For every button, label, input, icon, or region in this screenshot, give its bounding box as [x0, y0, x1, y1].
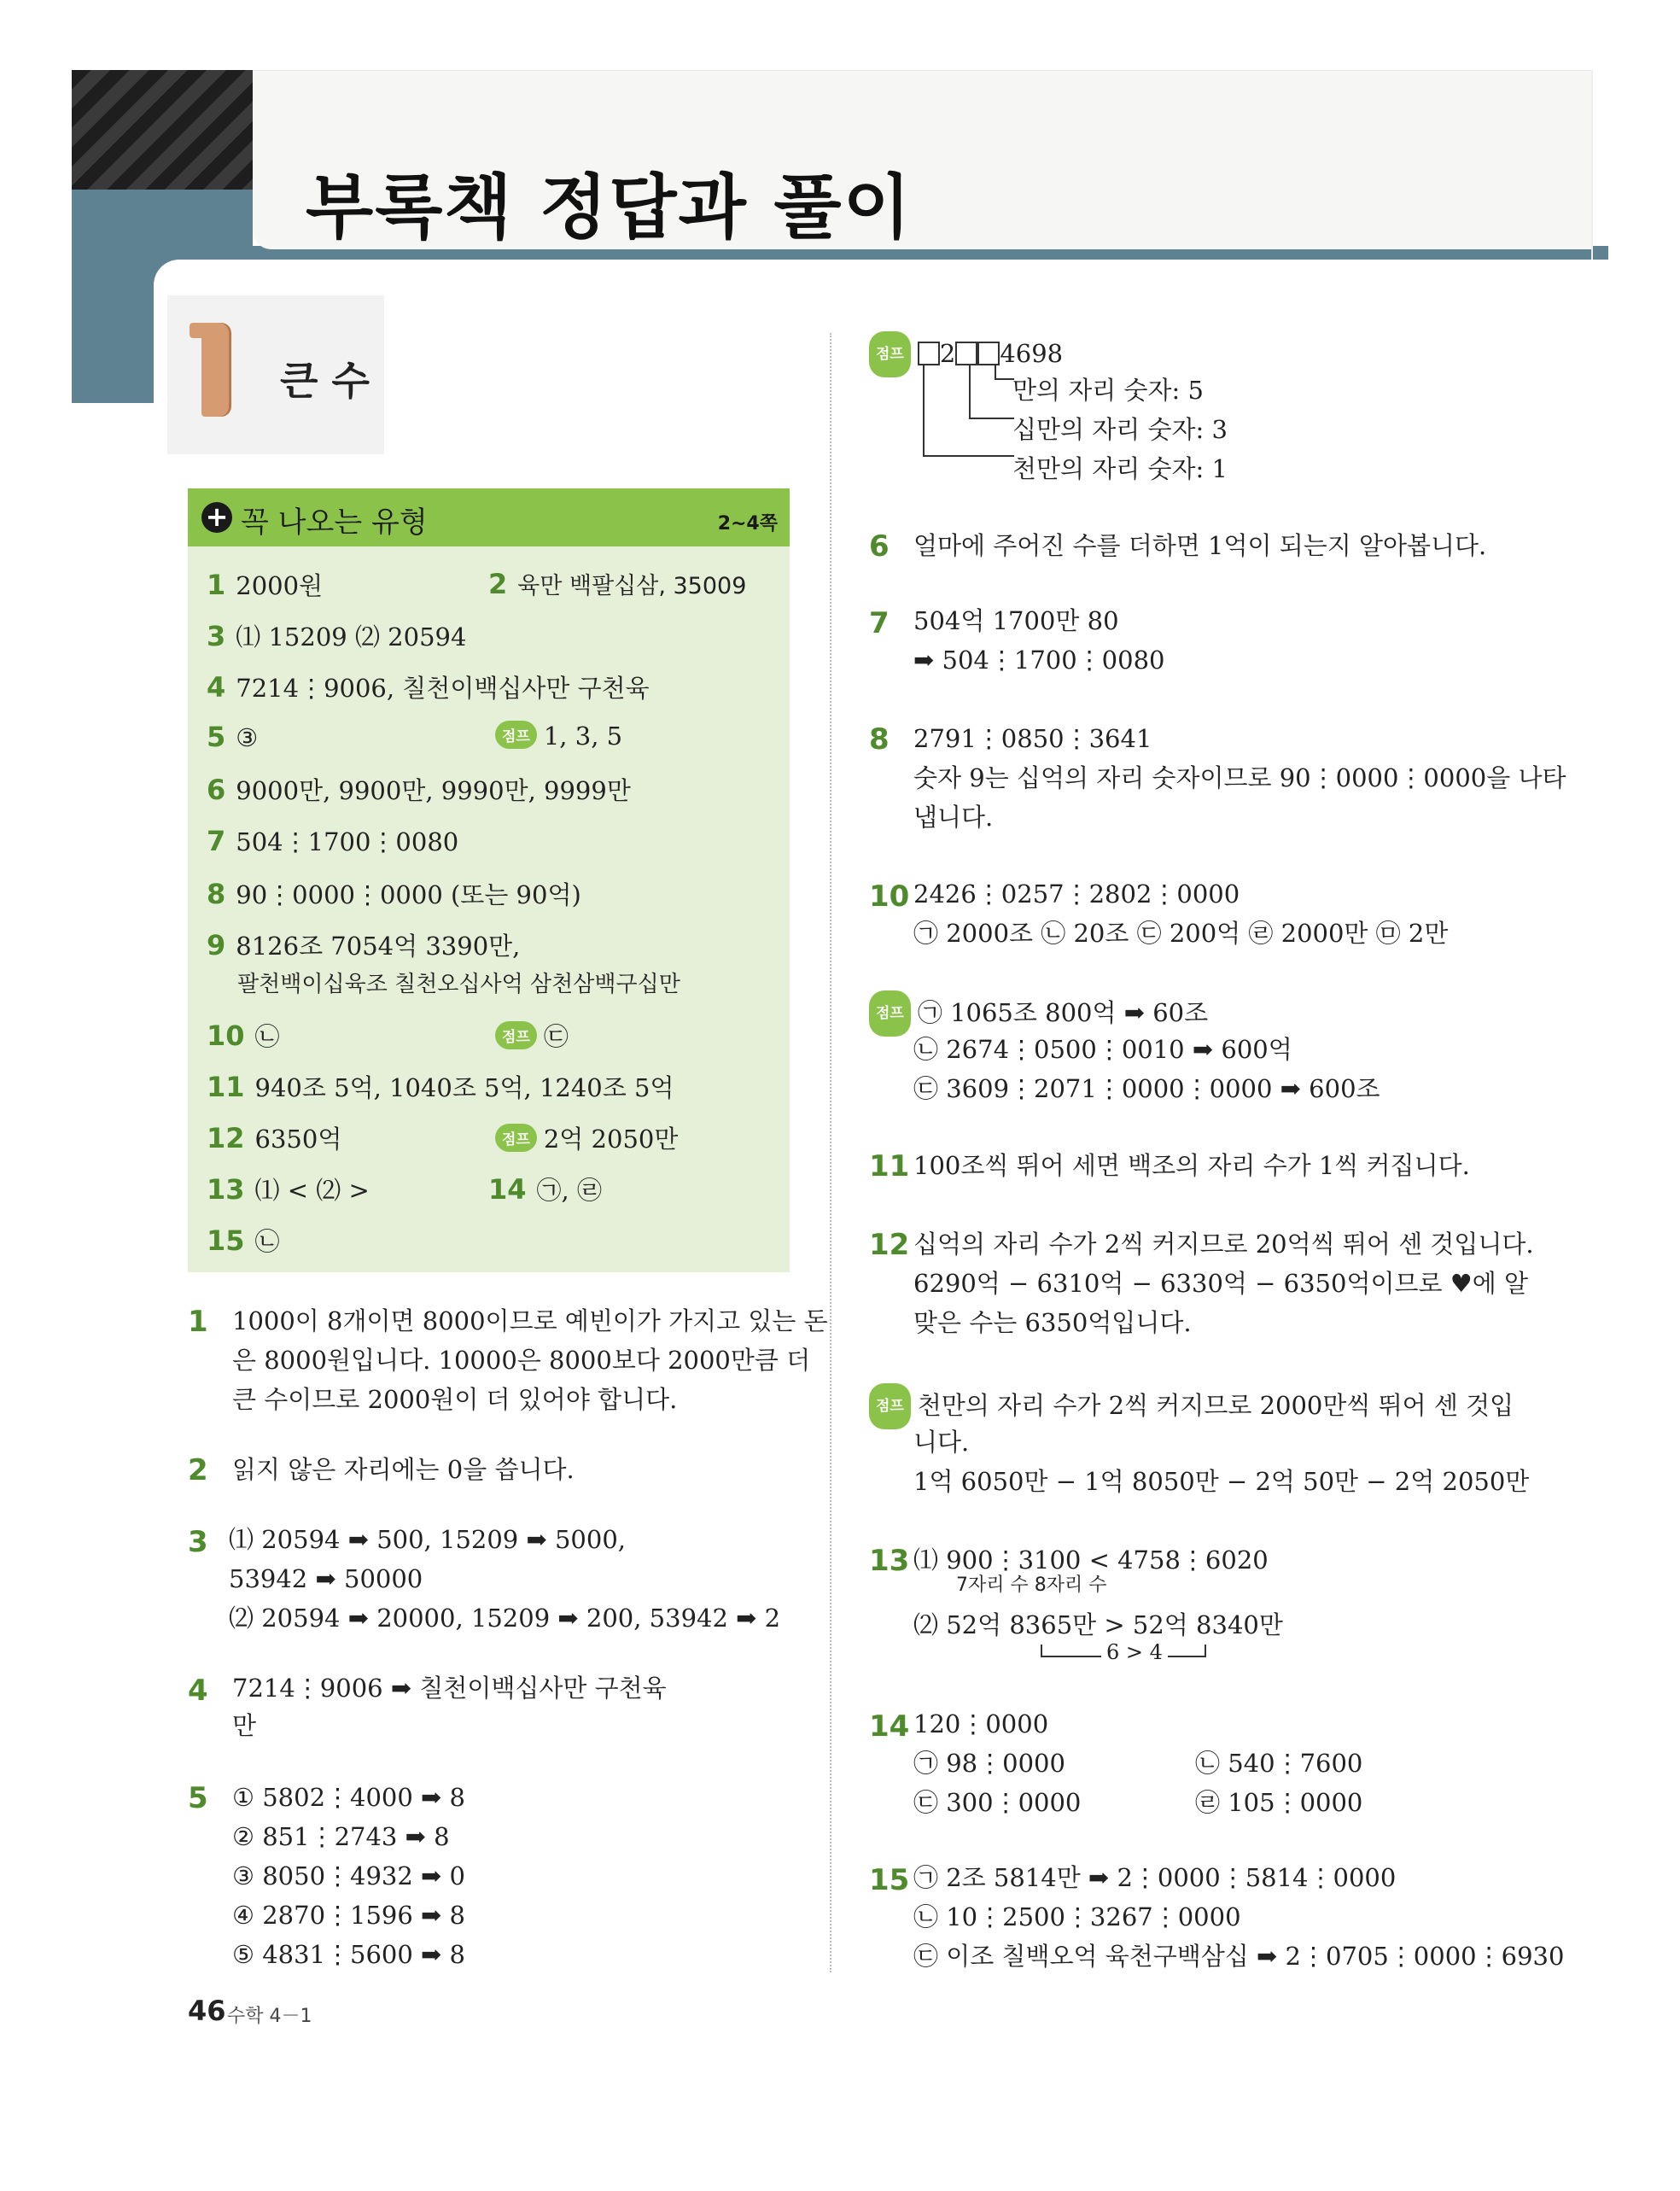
item-number: 12	[869, 1228, 910, 1262]
blank-box	[955, 342, 977, 365]
explanation-line: 큰 수이므로 2000원이 더 있어야 합니다.	[232, 1385, 678, 1414]
explanation-line: ㉡ 2674⋮0500⋮0010 ➡ 600억	[913, 1035, 1292, 1064]
item-number: 2	[188, 1453, 208, 1487]
box-item: 5 ③	[207, 721, 259, 753]
box-item: 11 940조 5억, 1040조 5억, 1240조 5억	[207, 1071, 674, 1103]
blank-box	[918, 342, 940, 365]
explanation-line: ㉢ 이조 칠백오억 육천구백삼십 ➡ 2⋮0705⋮0000⋮6930	[913, 1942, 1565, 1971]
jump-top-line: 점프 2 4698	[869, 331, 1063, 377]
explanation-line: ㉢ 3609⋮2071⋮0000⋮0000 ➡ 600조	[913, 1074, 1380, 1103]
box-item: 10 ㉡	[207, 1020, 280, 1052]
item-number: 15	[869, 1863, 910, 1897]
box-item-cont: 팔천백이십육조 칠천오십사억 삼천삼백구십만	[237, 972, 680, 997]
explanation-line: ㉣ 105⋮0000	[1195, 1788, 1363, 1817]
explanation-line: 2791⋮0850⋮3641	[913, 724, 1152, 753]
explanation-line: ② 851⋮2743 ➡ 8	[232, 1822, 450, 1851]
jump-line: 점프 천만의 자리 수가 2씩 커지므로 2000만씩 뛰어 센 것입	[869, 1383, 1514, 1429]
explanation-line: 504억 1700만 80	[913, 606, 1119, 635]
explanation-line: ④ 2870⋮1596 ➡ 8	[232, 1901, 466, 1930]
box-item: 4 7214⋮9006, 칠천이백십사만 구천육	[207, 671, 650, 704]
explanation-line: ㉡ 10⋮2500⋮3267⋮0000	[913, 1902, 1241, 1931]
explanation-line: ⑴ 20594 ➡ 500, 15209 ➡ 5000,	[229, 1525, 627, 1554]
box-header	[188, 488, 790, 546]
explanation-line: 2426⋮0257⋮2802⋮0000	[913, 879, 1240, 909]
item-number: 4	[188, 1674, 208, 1708]
box-item: 3 ⑴ 15209 ⑵ 20594	[207, 620, 467, 652]
explanation-line: ㉠ 98⋮0000	[913, 1749, 1065, 1778]
jump-top-note: 만의 자리 숫자: 5	[1012, 376, 1204, 405]
item-number: 7	[869, 606, 890, 640]
explanation-line: ① 5802⋮4000 ➡ 8	[232, 1783, 466, 1812]
plus-icon: +	[201, 502, 232, 533]
jump-line: 점프 ㉠ 1065조 800억 ➡ 60조	[869, 990, 1208, 1037]
digit-count-label: 7자리 수 8자리 수	[956, 1575, 1107, 1596]
chapter-title: 큰 수	[280, 358, 370, 404]
item-number: 11	[869, 1149, 910, 1183]
box-item: 15 ㉡	[207, 1224, 280, 1257]
item-number: 5	[188, 1781, 208, 1815]
explanation-line: 맞은 수는 6350억입니다.	[913, 1308, 1192, 1337]
explanation-line: 7214⋮9006 ➡ 칠천이백십사만 구천육	[232, 1674, 667, 1703]
box-item-jump: 점프 ㉢	[495, 1018, 569, 1053]
blank-box	[977, 342, 1000, 365]
column-divider	[830, 333, 831, 1972]
explanation-line: 100조씩 뛰어 세면 백조의 자리 수가 1씩 커집니다.	[913, 1151, 1470, 1180]
explanation-line: 53942 ➡ 50000	[229, 1564, 423, 1593]
jump-top-bracket-lines	[913, 364, 1016, 475]
box-item: 14 ㉠, ㉣	[488, 1173, 602, 1206]
explanation-line: ⑤ 4831⋮5600 ➡ 8	[232, 1940, 466, 1969]
explanation-line: 얼마에 주어진 수를 더하면 1억이 되는지 알아봅니다.	[913, 531, 1487, 560]
box-item-jump: 점프 2억 2050만	[495, 1120, 678, 1155]
item-number: 8	[869, 722, 890, 757]
explanation-line: 숫자 9는 십억의 자리 숫자이므로 90⋮0000⋮0000을 나타	[913, 763, 1566, 792]
explanation-line: ㉠ 2000조 ㉡ 20조 ㉢ 200억 ㉣ 2000만 ㉤ 2만	[913, 919, 1449, 948]
explanation-line: 120⋮0000	[913, 1709, 1049, 1738]
box-pages: 2~4쪽	[717, 513, 778, 535]
explanation-line: 6290억 − 6310억 − 6330억 − 6350억이므로 ♥에 알	[913, 1269, 1528, 1298]
explanation-line: ㉢ 300⋮0000	[913, 1788, 1082, 1817]
item-number: 1	[188, 1305, 208, 1339]
frequent-types-box	[188, 488, 790, 1272]
explanation-line: 만	[232, 1711, 257, 1740]
box-item: 9 8126조 7054억 3390만,	[207, 929, 521, 961]
box-title: 꼭 나오는 유형	[241, 505, 428, 540]
explanation-line: ③ 8050⋮4932 ➡ 0	[232, 1861, 466, 1890]
box-item-jump: 점프 1, 3, 5	[495, 721, 622, 751]
item-number: 10	[869, 879, 910, 914]
box-item: 2 육만 백팔십삼, 35009	[488, 568, 747, 600]
explanation-line: 1억 6050만 − 1억 8050만 − 2억 50만 − 2억 2050만	[913, 1467, 1530, 1496]
jump-top-note: 천만의 자리 숫자: 1	[1012, 454, 1228, 483]
box-item: 6 9000만, 9900만, 9990만, 9999만	[207, 774, 631, 806]
explanation-line: ㉡ 540⋮7600	[1195, 1749, 1363, 1778]
explanation-line: 십억의 자리 수가 2씩 커지므로 20억씩 뛰어 센 것입니다.	[913, 1230, 1534, 1259]
box-item: 13 ⑴ < ⑵ >	[207, 1173, 370, 1206]
explanation-line: ➡ 504⋮1700⋮0080	[913, 646, 1165, 675]
header-stripe-pattern	[72, 70, 253, 190]
item-number: 14	[869, 1709, 910, 1744]
item-number: 3	[188, 1525, 208, 1559]
item-number: 6	[869, 529, 890, 564]
box-item: 1 2000원	[207, 569, 324, 601]
explanation-line: ㉠ 2조 5814만 ➡ 2⋮0000⋮5814⋮0000	[913, 1863, 1397, 1892]
box-item: 7 504⋮1700⋮0080	[207, 825, 459, 857]
explanation-line: ⑵ 20594 ➡ 20000, 15209 ➡ 200, 53942 ➡ 2	[229, 1604, 781, 1633]
explanation-line: 니다.	[913, 1428, 970, 1457]
explanation-line: 1000이 8개이면 8000이므로 예빈이가 가지고 있는 돈	[232, 1306, 828, 1335]
jump-top-note: 십만의 자리 숫자: 3	[1012, 415, 1228, 444]
page-title: 부록책 정답과 풀이	[306, 167, 913, 248]
box-item: 8 90⋮0000⋮0000 (또는 90억)	[207, 878, 581, 910]
jump-badge: 점프	[495, 721, 537, 749]
explanation-line: 읽지 않은 자리에는 0을 씁니다.	[232, 1455, 575, 1484]
explanation-line: 은 8000원입니다. 10000은 8000보다 2000만큼 더	[232, 1346, 811, 1375]
explanation-line: 냅니다.	[913, 803, 994, 832]
compare-note: 6 > 4	[1101, 1639, 1168, 1665]
item-number: 13	[869, 1544, 910, 1578]
explanation-line: ⑴ 900⋮3100 < 4758⋮6020	[913, 1545, 1269, 1575]
page-subject: 수학 4－1	[227, 2006, 312, 2027]
page-number: 46	[188, 1995, 226, 2027]
chapter-number-glyph	[201, 323, 229, 417]
box-item: 12 6350억	[207, 1122, 342, 1154]
explanation-line: ⑵ 52억 8365만 > 52억 8340만	[913, 1610, 1283, 1639]
